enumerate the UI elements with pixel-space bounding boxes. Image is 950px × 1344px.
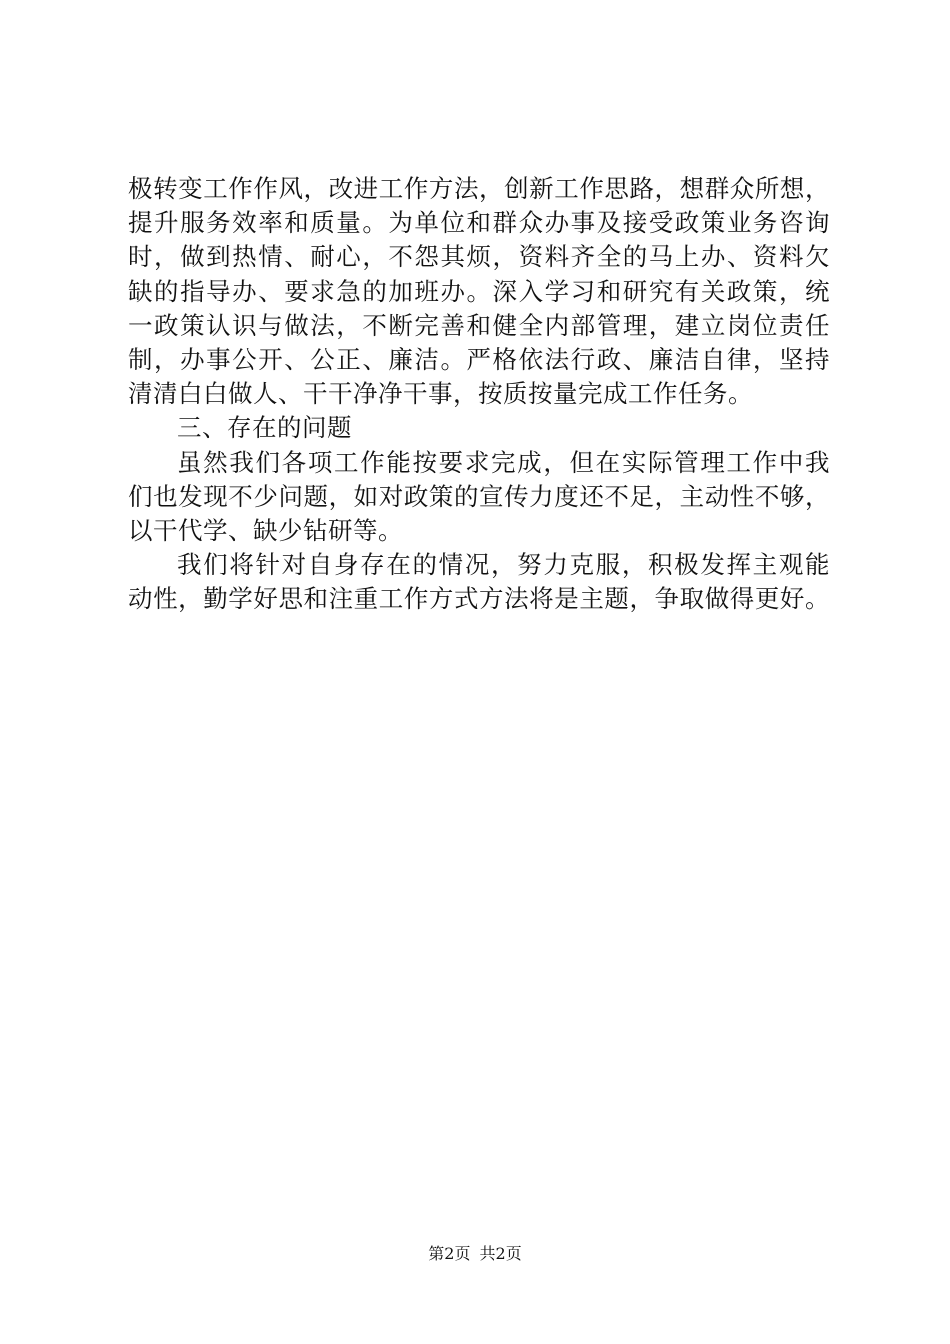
paragraph-line: 我们将针对自身存在的情况，努力克服，积极发挥主观能 [177,550,830,580]
page-total: 共2页 [479,1244,522,1263]
paragraph-line: 极转变工作作风，改进工作方法，创新工作思路，想群众所想， [128,174,830,203]
paragraph-line: 以干代学、缺少钻研等。 [128,515,403,545]
paragraph-line: 清清白白做人、干干净净干事，按质按量完成工作任务。 [128,379,753,409]
paragraph-line: 缺的指导办、要求急的加班办。深入学习和研究有关政策，统 [128,276,830,306]
paragraph-line: 动性，勤学好思和注重工作方式方法将是主题，争取做得更好。 [128,584,830,614]
paragraph-line: 时，做到热情、耐心，不怨其烦，资料齐全的马上办、资料欠 [128,242,830,272]
page-footer [0,1244,950,1264]
document-body [128,172,830,616]
paragraph-line: 虽然我们各项工作能按要求完成，但在实际管理工作中我 [177,447,830,477]
section-heading: 三、存在的问题 [177,413,352,443]
paragraph-line: 制，办事公开、公正、廉洁。严格依法行政、廉洁自律，坚持 [128,344,830,374]
paragraph-line: 们也发现不少问题，如对政策的宣传力度还不足，主动性不够， [128,481,830,511]
paragraph-line: 一政策认识与做法，不断完善和健全内部管理，建立岗位责任 [128,310,830,340]
paragraph-line: 提升服务效率和质量。为单位和群众办事及接受政策业务咨询 [128,208,830,238]
page-number: 第2页 [428,1244,471,1263]
